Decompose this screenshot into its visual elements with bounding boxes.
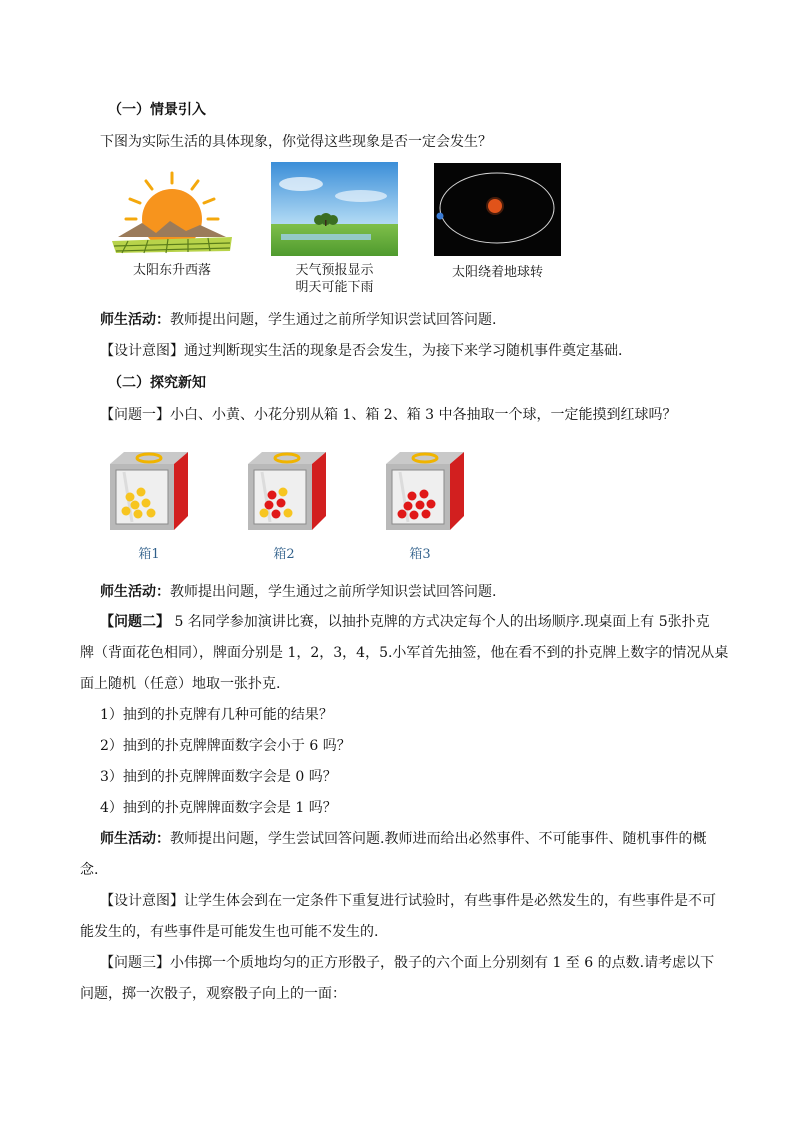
activity-line-2 bbox=[100, 582, 496, 602]
question-3-line-2: 问题，掷一次骰子，观察骰子向上的一面： bbox=[80, 986, 346, 1002]
figure-caption-weather-line1: 天气预报显示 bbox=[295, 263, 374, 278]
design-intent-line-1 bbox=[100, 341, 622, 361]
figure-caption-orbit: 太阳绕着地球转 bbox=[451, 265, 543, 280]
question-2-line-3: 面上随机（任意）地取一张扑克. bbox=[80, 676, 281, 692]
box-2-icon bbox=[246, 450, 328, 532]
question-1-line bbox=[100, 405, 677, 425]
question-1-label: 【问题一】 bbox=[100, 407, 170, 423]
figure-caption-weather-line2: 明天可能下雨 bbox=[295, 280, 374, 295]
design-2-line-2: 能发生的，有些事件是可能发生也可能不发生的. bbox=[80, 924, 379, 940]
activity-line-1 bbox=[100, 310, 496, 330]
design-intent-line-2 bbox=[100, 891, 716, 911]
box-3-caption: 箱3 bbox=[409, 547, 431, 562]
section-heading-1: （一）情景引入 bbox=[108, 102, 206, 118]
question-3-text-1: 小伟掷一个质地均匀的正方形骰子，骰子的六个面上分别刻有 1 至 6 的点数.请考虑以下 bbox=[170, 955, 715, 971]
activity-2-text: 教师提出问题，学生通过之前所学知识尝试回答问题. bbox=[170, 584, 497, 600]
activity-label: 师生活动： bbox=[100, 312, 170, 328]
design-2-label: 【设计意图】 bbox=[100, 893, 184, 909]
section-heading-2: （二）探究新知 bbox=[108, 375, 206, 391]
question-2-text-1: 5 名同学参加演讲比赛，以抽扑克牌的方式决定每个人的出场顺序.现桌面上有 5张扑克 bbox=[170, 614, 710, 630]
sunset-icon bbox=[108, 167, 236, 255]
sub-question-4: 4）抽到的扑克牌牌面数字会是 1 吗？ bbox=[100, 800, 337, 816]
sub-question-3: 3）抽到的扑克牌牌面数字会是 0 吗？ bbox=[100, 769, 337, 785]
question-2-line-1 bbox=[100, 612, 710, 632]
design-label: 【设计意图】 bbox=[100, 343, 184, 359]
design-2-text-1: 让学生体会到在一定条件下重复进行试验时，有些事件是必然发生的，有些事件是不可 bbox=[184, 893, 716, 909]
box-3-icon bbox=[384, 450, 466, 532]
activity-3-text-1: 教师提出问题，学生尝试回答问题.教师进而给出必然事件、不可能事件、随机事件的概 bbox=[170, 831, 707, 847]
question-2-label: 【问题二】 bbox=[100, 614, 170, 630]
activity-3-label: 师生活动： bbox=[100, 831, 170, 847]
question-3-line-1 bbox=[100, 953, 714, 973]
question-1-text: 小白、小黄、小花分别从箱 1、箱 2、箱 3 中各抽取一个球，一定能摸到红球吗？ bbox=[170, 407, 677, 423]
activity-line-3 bbox=[100, 829, 706, 849]
activity-text: 教师提出问题，学生通过之前所学知识尝试回答问题. bbox=[170, 312, 497, 328]
question-3-label: 【问题三】 bbox=[100, 955, 170, 971]
sub-question-1: 1）抽到的扑克牌有几种可能的结果？ bbox=[100, 707, 333, 723]
design-text: 通过判断现实生活的现象是否会发生，为接下来学习随机事件奠定基础. bbox=[184, 343, 623, 359]
landscape-photo-icon bbox=[271, 162, 398, 256]
activity-2-label: 师生活动： bbox=[100, 584, 170, 600]
sub-question-2: 2）抽到的扑克牌牌面数字会小于 6 吗？ bbox=[100, 738, 351, 754]
activity-3-line-2: 念. bbox=[80, 862, 99, 878]
question-2-line-2: 牌（背面花色相同），牌面分别是 1，2，3，4，5.小军首先抽签，他在看不到的扑克牌上数字的情况从桌 bbox=[80, 645, 729, 661]
box-2-caption: 箱2 bbox=[273, 547, 295, 562]
figure-caption-sunrise: 太阳东升西落 bbox=[132, 263, 211, 278]
orbit-icon bbox=[434, 163, 561, 256]
box-1-icon bbox=[108, 450, 190, 532]
box-1-caption: 箱1 bbox=[138, 547, 160, 562]
intro-text: 下图为实际生活的具体现象，你觉得这些现象是否一定会发生？ bbox=[100, 134, 492, 150]
